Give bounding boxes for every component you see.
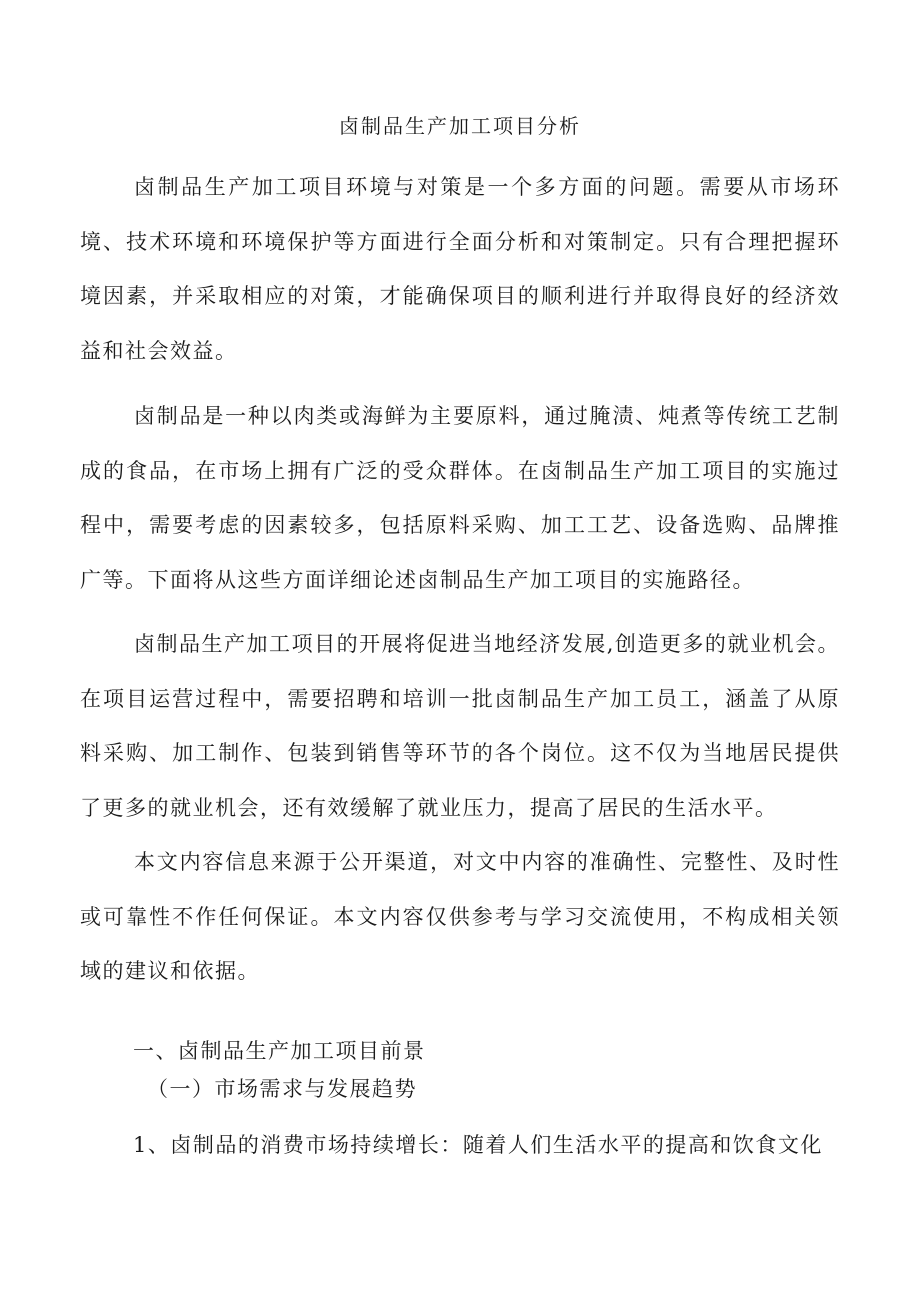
subsection-heading: （一）市场需求与发展趋势 bbox=[147, 1077, 417, 1101]
section-heading: 一、卤制品生产加工项目前景 bbox=[133, 1039, 426, 1063]
list-item-1: 1、卤制品的消费市场持续增长：随着人们生活水平的提高和饮食文化 bbox=[133, 1133, 823, 1157]
document-title: 卤制品生产加工项目分析 bbox=[339, 114, 581, 138]
paragraph-employment: 卤制品生产加工项目的开展将促进当地经济发展,创造更多的就业机会。在项目运营过程中，需要招聘和培训一批卤制品生产加工员工，涵盖了从原料采购、加工制作、包装到销售等环节的各个岗位。这不仅为当地居民提供了更多的就业机会，还有效缓解了就业压力，提高了居民的生活水平。 bbox=[80, 632, 840, 821]
paragraph-intro: 卤制品生产加工项目环境与对策是一个多方面的问题。需要从市场环境、技术环境和环境保护等方面进行全面分析和对策制定。只有合理把握环境因素，并采取相应的对策，才能确保项目的顺利进行并取得良好的经济效益和社会效益。 bbox=[80, 175, 840, 364]
paragraph-disclaimer: 本文内容信息来源于公开渠道，对文中内容的准确性、完整性、及时性或可靠性不作任何保证。本文内容仅供参考与学习交流使用，不构成相关领域的建议和依据。 bbox=[80, 850, 840, 984]
paragraph-product: 卤制品是一种以肉类或海鲜为主要原料，通过腌渍、炖煮等传统工艺制成的食品，在市场上拥有广泛的受众群体。在卤制品生产加工项目的实施过程中，需要考虑的因素较多，包括原料采购、加工工艺、设备选购、品牌推广等。下面将从这些方面详细论述卤制品生产加工项目的实施路径。 bbox=[80, 404, 840, 593]
